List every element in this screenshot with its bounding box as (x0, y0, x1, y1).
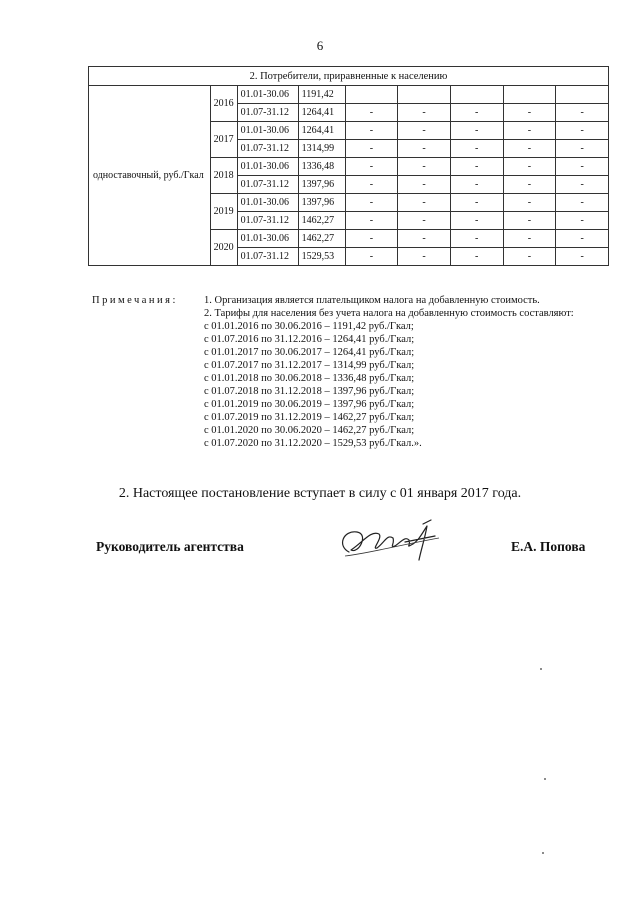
table-row (89, 86, 609, 104)
empty-tariff-cell: - (398, 248, 451, 266)
period-cell: 01.07-31.12 (237, 212, 298, 230)
notes-body (204, 294, 604, 450)
empty-tariff-cell: - (450, 122, 503, 140)
empty-tariff-cell: - (345, 158, 398, 176)
empty-tariff-cell: - (503, 158, 556, 176)
note-tariff-item: с 01.01.2017 по 30.06.2017 – 1264,41 руб./Гкал; (204, 347, 415, 358)
empty-tariff-cell: - (345, 248, 398, 266)
empty-tariff-cell: - (450, 158, 503, 176)
note-tariff-item: с 01.01.2016 по 30.06.2016 – 1191,42 руб./Гкал; (204, 321, 414, 332)
signatory-title: Руководитель агентства (96, 539, 244, 554)
empty-tariff-cell: - (450, 140, 503, 158)
note-items-list (204, 320, 604, 450)
period-cell: 01.07-31.12 (237, 104, 298, 122)
empty-tariff-cell: - (556, 194, 609, 212)
period-cell: 01.01-30.06 (237, 194, 298, 212)
tariff-table (88, 66, 609, 266)
empty-tariff-cell: - (345, 194, 398, 212)
empty-tariff-cell: - (556, 122, 609, 140)
empty-tariff-cell: - (450, 104, 503, 122)
period-cell: 01.07-31.12 (237, 176, 298, 194)
tariff-value-cell: 1397,96 (298, 176, 345, 194)
empty-tariff-cell (503, 86, 556, 104)
section-title: 2. Потребители, приравненные к населению (89, 67, 609, 86)
empty-tariff-cell: - (503, 140, 556, 158)
empty-tariff-cell: - (398, 230, 451, 248)
period-cell: 01.01-30.06 (237, 122, 298, 140)
empty-tariff-cell (398, 86, 451, 104)
scan-speck (540, 668, 542, 670)
note-tariffs-intro: 2. Тарифы для населения без учета налога на добавленную стоимость составляют: (204, 308, 574, 319)
empty-tariff-cell: - (398, 194, 451, 212)
empty-tariff-cell (345, 86, 398, 104)
period-cell: 01.07-31.12 (237, 140, 298, 158)
empty-tariff-cell: - (556, 104, 609, 122)
note-tariff-item: с 01.07.2019 по 31.12.2019 – 1462,27 руб./Гкал; (204, 412, 415, 423)
empty-tariff-cell: - (556, 230, 609, 248)
empty-tariff-cell: - (398, 212, 451, 230)
tariff-value-cell: 1191,42 (298, 86, 345, 104)
tariff-value-cell: 1397,96 (298, 194, 345, 212)
empty-tariff-cell: - (556, 248, 609, 266)
tariff-value-cell: 1462,27 (298, 230, 345, 248)
note-tariff-item: с 01.01.2020 по 30.06.2020 – 1462,27 руб./Гкал; (204, 425, 415, 436)
empty-tariff-cell: - (345, 140, 398, 158)
empty-tariff-cell: - (398, 158, 451, 176)
note-tariff-item: с 01.07.2018 по 31.12.2018 – 1397,96 руб./Гкал; (204, 386, 415, 397)
empty-tariff-cell: - (503, 122, 556, 140)
empty-tariff-cell: - (450, 212, 503, 230)
year-cell: 2019 (210, 194, 237, 230)
year-cell: 2016 (210, 86, 237, 122)
empty-tariff-cell: - (398, 176, 451, 194)
period-cell: 01.07-31.12 (237, 248, 298, 266)
year-cell: 2018 (210, 158, 237, 194)
empty-tariff-cell: - (503, 212, 556, 230)
scan-speck (544, 778, 546, 780)
empty-tariff-cell: - (345, 104, 398, 122)
empty-tariff-cell: - (345, 212, 398, 230)
empty-tariff-cell: - (398, 122, 451, 140)
effective-date-clause: 2. Настоящее постановление вступает в силу с 01 января 2017 года. (118, 486, 522, 501)
handwritten-signature (335, 516, 447, 566)
empty-tariff-cell: - (398, 140, 451, 158)
empty-tariff-cell: - (450, 194, 503, 212)
empty-tariff-cell: - (345, 176, 398, 194)
empty-tariff-cell: - (556, 158, 609, 176)
consumer-type-cell: одноставочный, руб./Гкал (89, 86, 211, 266)
note-tariff-item: с 01.01.2019 по 30.06.2019 – 1397,96 руб./Гкал; (204, 399, 415, 410)
note-tariff-item: с 01.07.2016 по 31.12.2016 – 1264,41 руб./Гкал; (204, 334, 415, 345)
tariff-value-cell: 1529,53 (298, 248, 345, 266)
tariff-value-cell: 1462,27 (298, 212, 345, 230)
note-vat: 1. Организация является плательщиком налога на добавленную стоимость. (204, 295, 540, 306)
empty-tariff-cell: - (503, 248, 556, 266)
note-tariff-item: с 01.01.2018 по 30.06.2018 – 1336,48 руб./Гкал; (204, 373, 415, 384)
note-tariff-item: с 01.07.2017 по 31.12.2017 – 1314,99 руб./Гкал; (204, 360, 415, 371)
notes-label: Примечания: (92, 295, 178, 306)
empty-tariff-cell: - (503, 104, 556, 122)
tariff-value-cell: 1264,41 (298, 122, 345, 140)
empty-tariff-cell (556, 86, 609, 104)
empty-tariff-cell: - (450, 230, 503, 248)
year-cell: 2020 (210, 230, 237, 266)
empty-tariff-cell: - (503, 176, 556, 194)
scan-speck (542, 852, 544, 854)
empty-tariff-cell: - (503, 230, 556, 248)
table-section-row (89, 67, 609, 86)
empty-tariff-cell: - (556, 212, 609, 230)
empty-tariff-cell: - (345, 230, 398, 248)
signatory-name: Е.А. Попова (511, 539, 586, 554)
empty-tariff-cell (450, 86, 503, 104)
empty-tariff-cell: - (450, 248, 503, 266)
tariff-value-cell: 1336,48 (298, 158, 345, 176)
empty-tariff-cell: - (345, 122, 398, 140)
page-number: 6 (316, 38, 324, 53)
tariff-value-cell: 1314,99 (298, 140, 345, 158)
year-cell: 2017 (210, 122, 237, 158)
tariff-value-cell: 1264,41 (298, 104, 345, 122)
empty-tariff-cell: - (503, 194, 556, 212)
period-cell: 01.01-30.06 (237, 86, 298, 104)
note-tariff-item: с 01.07.2020 по 31.12.2020 – 1529,53 руб./Гкал.». (204, 438, 422, 449)
period-cell: 01.01-30.06 (237, 158, 298, 176)
period-cell: 01.01-30.06 (237, 230, 298, 248)
empty-tariff-cell: - (450, 176, 503, 194)
empty-tariff-cell: - (398, 104, 451, 122)
empty-tariff-cell: - (556, 176, 609, 194)
empty-tariff-cell: - (556, 140, 609, 158)
